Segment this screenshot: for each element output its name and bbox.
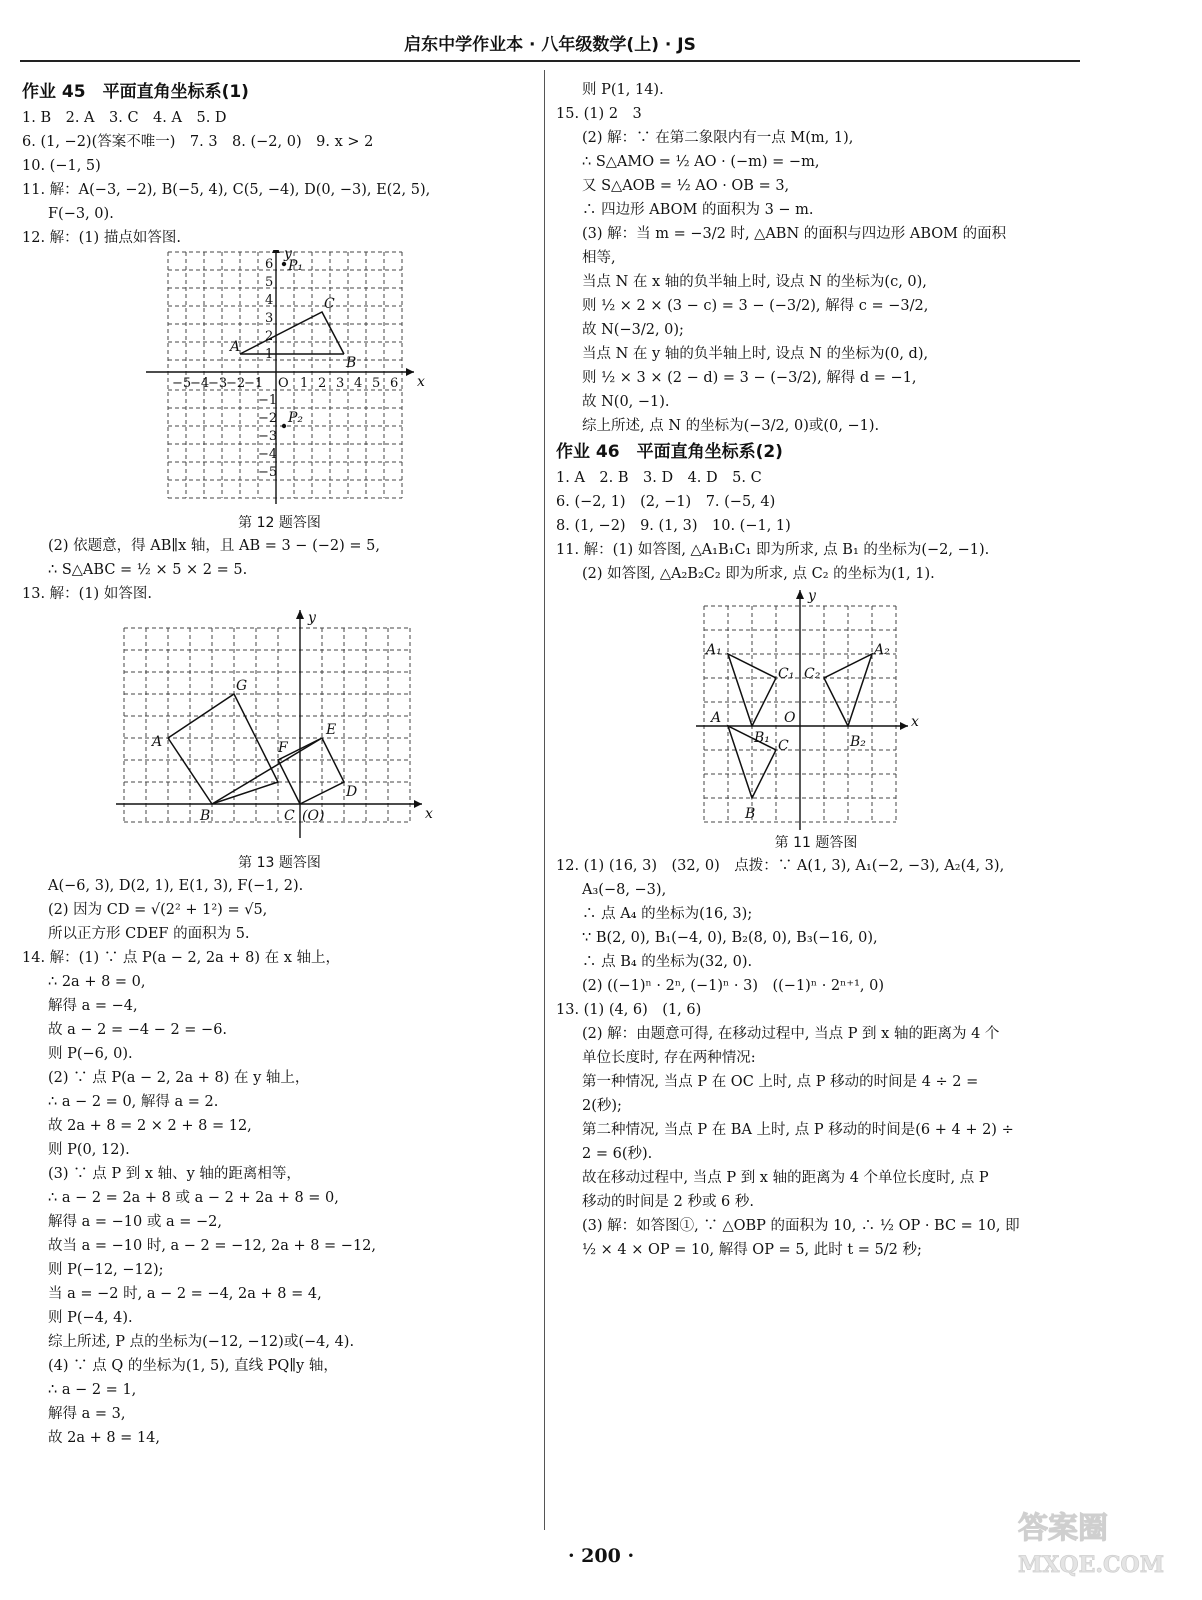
- answer-line: ∴ 2a + 8 = 0,: [48, 974, 146, 990]
- answer-line: 6. (−2, 1) (2, −1) 7. (−5, 4): [556, 494, 776, 510]
- fig11-label-C1: C₁: [778, 666, 795, 682]
- section-46-title: 作业 46 平面直角坐标系(2): [556, 442, 783, 462]
- answer-line: (4) ∵ 点 Q 的坐标为(1, 5), 直线 PQ∥y 轴，: [48, 1358, 338, 1374]
- figure-13: [22, 606, 537, 852]
- svg-text:6: 6: [390, 376, 399, 391]
- fig12-label-B: B: [346, 355, 357, 371]
- answer-line: 当 a = −2 时, a − 2 = −4, 2a + 8 = 4,: [48, 1286, 322, 1302]
- fig13-label-F: F: [278, 740, 288, 756]
- answer-line: A₃(−8, −3),: [582, 882, 667, 898]
- answer-line: 单位长度时, 存在两种情况:: [582, 1050, 756, 1066]
- fig11-label-y: y: [808, 588, 816, 604]
- fig11-label-O: O: [784, 710, 796, 726]
- answer-line: 则 P(1, 14).: [582, 82, 664, 98]
- fig11-label-A1: A₁: [706, 642, 722, 658]
- figure-11: [556, 586, 1076, 832]
- answer-line: (2) 因为 CD = √(2² + 1²) = √5,: [48, 902, 268, 918]
- answer-line: 则 ½ × 3 × (2 − d) = 3 − (−3/2), 解得 d = −1,: [582, 370, 917, 386]
- answer-line: 故 N(0, −1).: [582, 394, 670, 410]
- figure-12: [22, 250, 537, 512]
- figure-11-caption: 第 11 题答图: [774, 835, 858, 851]
- svg-text:5: 5: [265, 275, 274, 290]
- answer-line: 解得 a = −4,: [48, 998, 138, 1014]
- answer-line: (2) ∵ 点 P(a − 2, 2a + 8) 在 y 轴上，: [48, 1070, 310, 1086]
- answer-line: 14. 解：(1) ∵ 点 P(a − 2, 2a + 8) 在 x 轴上，: [22, 950, 341, 966]
- answer-line: 12. 解：(1) 描点如答图.: [22, 230, 181, 246]
- svg-text:2: 2: [265, 329, 274, 344]
- fig12-label-P1: P₁: [288, 258, 304, 274]
- answer-line: 10. (−1, 5): [22, 158, 101, 174]
- section-45-title: 作业 45 平面直角坐标系(1): [22, 82, 249, 102]
- answer-line: 又 S△AOB = ½ AO · OB = 3,: [582, 178, 790, 194]
- fig13-label-y: y: [308, 610, 316, 626]
- answer-line: 故当 a = −10 时, a − 2 = −12, 2a + 8 = −12,: [48, 1238, 377, 1254]
- svg-text:−1: −1: [244, 376, 264, 391]
- answer-line: ∴ S△ABC = ½ × 5 × 2 = 5.: [48, 562, 248, 578]
- answer-line: 1. B 2. A 3. C 4. A 5. D: [22, 110, 227, 126]
- svg-text:−3: −3: [208, 376, 228, 391]
- fig13-label-O: (O): [302, 808, 325, 824]
- svg-text:O: O: [278, 376, 289, 391]
- fig11-label-B2: B₂: [850, 734, 866, 750]
- answer-line: (3) 解：当 m = −3/2 时, △ABN 的面积与四边形 ABOM 的面积: [582, 226, 1007, 242]
- fig11-label-C2: C₂: [804, 666, 821, 682]
- fig13-label-B: B: [200, 808, 211, 824]
- answer-line: A(−6, 3), D(2, 1), E(1, 3), F(−1, 2).: [48, 878, 304, 894]
- answer-line: 13. 解：(1) 如答图.: [22, 586, 152, 602]
- answer-line: 相等,: [582, 250, 616, 266]
- answer-line: 第二种情况, 当点 P 在 BA 上时, 点 P 移动的时间是(6 + 4 + 2) ÷: [582, 1122, 1014, 1138]
- answer-line: 则 P(−4, 4).: [48, 1310, 133, 1326]
- answer-line: 15. (1) 2 3: [556, 106, 642, 122]
- answer-line: 故 2a + 8 = 2 × 2 + 8 = 12,: [48, 1118, 252, 1134]
- answer-line: 所以正方形 CDEF 的面积为 5.: [48, 926, 250, 942]
- answer-line: F(−3, 0).: [48, 206, 114, 222]
- fig11-label-C: C: [778, 738, 789, 754]
- answer-line: ∵ B(2, 0), B₁(−4, 0), B₂(8, 0), B₃(−16, 0),: [582, 930, 878, 946]
- fig13-label-A: A: [152, 734, 163, 750]
- answer-line: (3) 解：如答图①, ∵ △OBP 的面积为 10, ∴ ½ OP · BC = 10, 即: [582, 1218, 1020, 1234]
- svg-text:−5: −5: [258, 465, 278, 480]
- svg-text:6: 6: [265, 257, 274, 272]
- fig11-label-x: x: [911, 714, 919, 730]
- figure-13-caption: 第 13 题答图: [238, 855, 321, 871]
- svg-text:−2: −2: [226, 376, 246, 391]
- answer-line: 2(秒);: [582, 1098, 622, 1114]
- answer-line: 当点 N 在 y 轴的负半轴上时, 设点 N 的坐标为(0, d),: [582, 346, 929, 362]
- fig11-label-B1: B₁: [754, 730, 770, 746]
- svg-text:1: 1: [300, 376, 309, 391]
- svg-text:1: 1: [265, 347, 274, 362]
- fig11-label-A2: A₂: [874, 642, 890, 658]
- svg-text:−4: −4: [190, 376, 210, 391]
- answer-line: 则 ½ × 2 × (3 − c) = 3 − (−3/2), 解得 c = −3/2,: [582, 298, 929, 314]
- answer-line: (2) 依题意，得 AB∥x 轴，且 AB = 3 − (−2) = 5,: [48, 538, 380, 554]
- fig13-label-G: G: [236, 678, 248, 694]
- fig13-label-D: D: [346, 784, 358, 800]
- fig11-label-A: A: [711, 710, 722, 726]
- answer-line: ½ × 4 × OP = 10, 解得 OP = 5, 此时 t = 5/2 秒;: [582, 1242, 922, 1258]
- column-divider: [544, 70, 545, 1530]
- watermark-logo-text: 答案圈: [1018, 1511, 1108, 1546]
- svg-text:4: 4: [354, 376, 363, 391]
- answer-line: 移动的时间是 2 秒或 6 秒.: [582, 1194, 754, 1210]
- svg-text:5: 5: [372, 376, 381, 391]
- svg-text:2: 2: [318, 376, 327, 391]
- svg-text:3: 3: [336, 376, 345, 391]
- answer-line: ∴ 点 A₄ 的坐标为(16, 3);: [582, 906, 753, 922]
- fig13-label-x: x: [425, 806, 433, 822]
- answer-line: 则 P(−12, −12);: [48, 1262, 164, 1278]
- answer-line: 第一种情况, 当点 P 在 OC 上时, 点 P 移动的时间是 4 ÷ 2 =: [582, 1074, 979, 1090]
- fig11-label-B: B: [745, 806, 756, 822]
- answer-line: 1. A 2. B 3. D 4. D 5. C: [556, 470, 762, 486]
- fig13-label-E: E: [326, 722, 337, 738]
- answer-line: (2) ((−1)ⁿ · 2ⁿ, (−1)ⁿ · 3) ((−1)ⁿ · 2ⁿ⁺¹, 0): [582, 978, 884, 994]
- answer-line: 6. (1, −2)(答案不唯一) 7. 3 8. (−2, 0) 9. x > 2: [22, 134, 374, 150]
- figure-11-graph: [556, 586, 1076, 832]
- svg-text:−1: −1: [258, 393, 278, 408]
- fig12-label-C: C: [324, 296, 335, 312]
- answer-line: 则 P(−6, 0).: [48, 1046, 133, 1062]
- answer-line: 解得 a = 3,: [48, 1406, 126, 1422]
- svg-text:−2: −2: [258, 411, 278, 426]
- fig13-label-C: C: [284, 808, 295, 824]
- answer-line: 故 N(−3/2, 0);: [582, 322, 684, 338]
- answer-line: ∴ 点 B₄ 的坐标为(32, 0).: [582, 954, 753, 970]
- page-header: 启东中学作业本 · 八年级数学(上) · JS: [404, 35, 696, 55]
- answer-line: 故 2a + 8 = 14,: [48, 1430, 160, 1446]
- figure-12-graph: [22, 250, 537, 512]
- right-column: [556, 78, 1076, 1262]
- answer-line: 故 a − 2 = −4 − 2 = −6.: [48, 1022, 228, 1038]
- watermark-logo: [1012, 1500, 1182, 1580]
- answer-line: 解得 a = −10 或 a = −2,: [48, 1214, 222, 1230]
- answer-line: ∴ a − 2 = 2a + 8 或 a − 2 + 2a + 8 = 0,: [48, 1190, 339, 1206]
- fig12-label-A: A: [230, 339, 241, 355]
- answer-line: (3) ∵ 点 P 到 x 轴、y 轴的距离相等，: [48, 1166, 301, 1182]
- answer-line: (2) 解：由题意可得, 在移动过程中, 当点 P 到 x 轴的距离为 4 个: [582, 1026, 1000, 1042]
- answer-line: ∴ a − 2 = 1,: [48, 1382, 137, 1398]
- answer-line: 13. (1) (4, 6) (1, 6): [556, 1002, 702, 1018]
- svg-text:−4: −4: [258, 447, 278, 462]
- answer-line: (2) 解：∵ 在第二象限内有一点 M(m, 1),: [582, 130, 854, 146]
- answer-line: 则 P(0, 12).: [48, 1142, 130, 1158]
- svg-text:−5: −5: [172, 376, 192, 391]
- answer-line: ∴ S△AMO = ½ AO · (−m) = −m,: [582, 154, 820, 170]
- watermark-text: MXQE.COM: [1018, 1552, 1165, 1578]
- svg-text:3: 3: [265, 311, 274, 326]
- left-column: [22, 78, 537, 1450]
- answer-line: ∴ a − 2 = 0, 解得 a = 2.: [48, 1094, 219, 1110]
- answer-line: 11. 解：A(−3, −2), B(−5, 4), C(5, −4), D(0, −3), E(2, 5),: [22, 182, 431, 198]
- answer-line: 8. (1, −2) 9. (1, 3) 10. (−1, 1): [556, 518, 791, 534]
- answer-line: 当点 N 在 x 轴的负半轴上时, 设点 N 的坐标为(c, 0),: [582, 274, 927, 290]
- fig12-label-P2: P₂: [288, 410, 304, 426]
- fig12-label-x: x: [417, 374, 425, 390]
- answer-line: 11. 解：(1) 如答图, △A₁B₁C₁ 即为所求, 点 B₁ 的坐标为(−2, −1).: [556, 542, 990, 558]
- svg-text:4: 4: [265, 293, 274, 308]
- answer-line: 故在移动过程中, 当点 P 到 x 轴的距离为 4 个单位长度时, 点 P: [582, 1170, 989, 1186]
- figure-12-caption: 第 12 题答图: [238, 515, 321, 531]
- answer-line: (2) 如答图, △A₂B₂C₂ 即为所求, 点 C₂ 的坐标为(1, 1).: [582, 566, 935, 582]
- fig12-label-y: y: [284, 250, 292, 262]
- answer-line: 综上所述, P 点的坐标为(−12, −12)或(−4, 4).: [48, 1334, 355, 1350]
- figure-13-graph: [22, 606, 537, 852]
- answer-line: 2 = 6(秒).: [582, 1146, 653, 1162]
- answer-line: 12. (1) (16, 3) (32, 0) 点拨：∵ A(1, 3), A₁(−2, −3), A₂(4, 3),: [556, 858, 1005, 874]
- svg-text:−3: −3: [258, 429, 278, 444]
- answer-line: ∴ 四边形 ABOM 的面积为 3 − m.: [582, 202, 814, 218]
- page-number: · 200 ·: [567, 1545, 635, 1567]
- header-rule: [20, 60, 1080, 62]
- answer-line: 综上所述, 点 N 的坐标为(−3/2, 0)或(0, −1).: [582, 418, 880, 434]
